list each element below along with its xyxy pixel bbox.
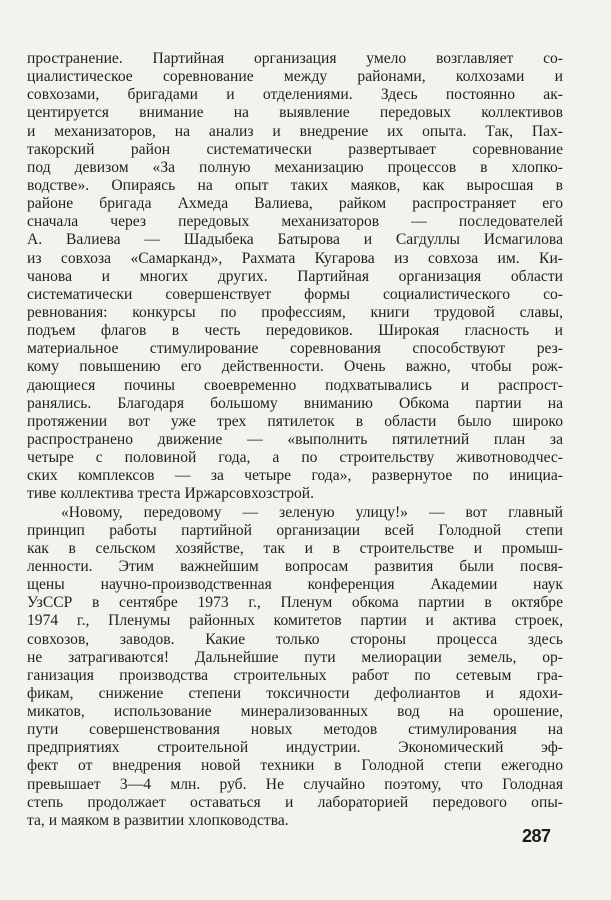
text-line: микатов, использование минерализованных вод на орошение,	[27, 703, 563, 721]
text-line: систематически совершенствует формы социалистического со-	[27, 285, 563, 303]
text-line: под девизом «За полную механизацию процессов в хлопко-	[27, 158, 563, 176]
text-line: А. Валиева — Шадыбека Батырова и Сагдуллы Исмагилова	[27, 231, 563, 249]
text-line: фикам, снижение степени токсичности дефолиантов и ядохи-	[27, 684, 563, 702]
text-line: щены научно-производственная конференция Академии наук	[27, 576, 563, 594]
text-line: чанова и многих других. Партийная организация области	[27, 267, 563, 285]
text-line: УзССР в сентябре 1973 г., Пленум обкома партии в октябре	[27, 594, 563, 612]
paragraph-2	[27, 504, 563, 831]
text-line: протяжении вот уже трех пятилеток в области было широко	[27, 412, 563, 430]
text-line: «Новому, передовому — зеленую улицу!» — вот главный	[61, 503, 563, 521]
text-line: четыре с половиной года, а по строительству животноводчес-	[27, 449, 563, 467]
text-line: районе бригада Ахмеда Валиева, райком распространяет его	[27, 195, 563, 213]
text-line: предприятиях строительной индустрии. Экономический эф-	[27, 739, 563, 757]
text-line: циалистическое соревнование между районами, колхозами и	[27, 68, 563, 86]
text-line: 1974 г., Пленумы районных комитетов партии и актива строек,	[27, 612, 563, 630]
text-line: та, и маяком в развитии хлопководства.	[27, 811, 289, 829]
text-line: из совхоза «Самарканд», Рахмата Кугарова из совхоза им. Ки-	[27, 249, 563, 267]
text-line: водстве». Опираясь на опыт таких маяков, как выросшая в	[27, 176, 563, 194]
text-line: принцип работы партийной организации всей Голодной степи	[27, 521, 563, 539]
text-line: как в сельском хозяйстве, так и в строительстве и промыш-	[27, 539, 563, 557]
text-line: совхозами, бригадами и отделениями. Здесь постоянно ак-	[27, 86, 563, 104]
paragraph-1	[27, 50, 563, 504]
text-line: материальное стимулирование соревнования способствуют рез-	[27, 340, 563, 358]
text-line: ранялись. Благодаря большому вниманию Обкома партии на	[27, 394, 563, 412]
body-text	[27, 50, 563, 830]
text-line: степь продолжает оставаться и лабораторией передового опы-	[27, 793, 563, 811]
text-line: пути совершенствования новых методов стимулирования на	[27, 721, 563, 739]
text-line: такорский район систематически развертывает соревнование	[27, 140, 563, 158]
text-line: распространено движение — «выполнить пятилетний план за	[27, 430, 563, 448]
text-line: ленности. Этим важнейшим вопросам развития были посвя-	[27, 557, 563, 575]
text-line: пространение. Партийная организация умело возглавляет со-	[27, 50, 563, 67]
page-number: 287	[522, 826, 551, 846]
text-line: подъем флагов в честь передовиков. Широкая гласность и	[27, 322, 563, 340]
text-line: сначала через передовых механизаторов — последователей	[27, 213, 563, 231]
text-line: не затрагиваются! Дальнейшие пути мелиорации земель, ор-	[27, 648, 563, 666]
text-line: превышает 3—4 млн. руб. Не случайно поэтому, что Голодная	[27, 775, 563, 793]
text-line: ревнования: конкурсы по профессиям, книги трудовой славы,	[27, 303, 563, 321]
text-line: тиве коллектива треста Иржарсовхозстрой.	[27, 485, 315, 503]
text-line: и механизаторов, на анализ и внедрение их опыта. Так, Пах-	[27, 122, 563, 140]
text-line: совхозов, заводов. Какие только стороны процесса здесь	[27, 630, 563, 648]
text-line: кому повышению его действенности. Очень важно, чтобы рож-	[27, 358, 563, 376]
text-line: фект от внедрения новой техники в Голодной степи ежегодно	[27, 757, 563, 775]
text-line: центируется внимание на выявление передовых коллективов	[27, 104, 563, 122]
text-line: ганизация производства строительных работ по сетевым гра-	[27, 666, 563, 684]
text-line: ских комплексов — за четыре года», развернутое по инициа-	[27, 467, 563, 485]
text-line: дающиеся почины своевременно подхватывались и распрост-	[27, 376, 563, 394]
